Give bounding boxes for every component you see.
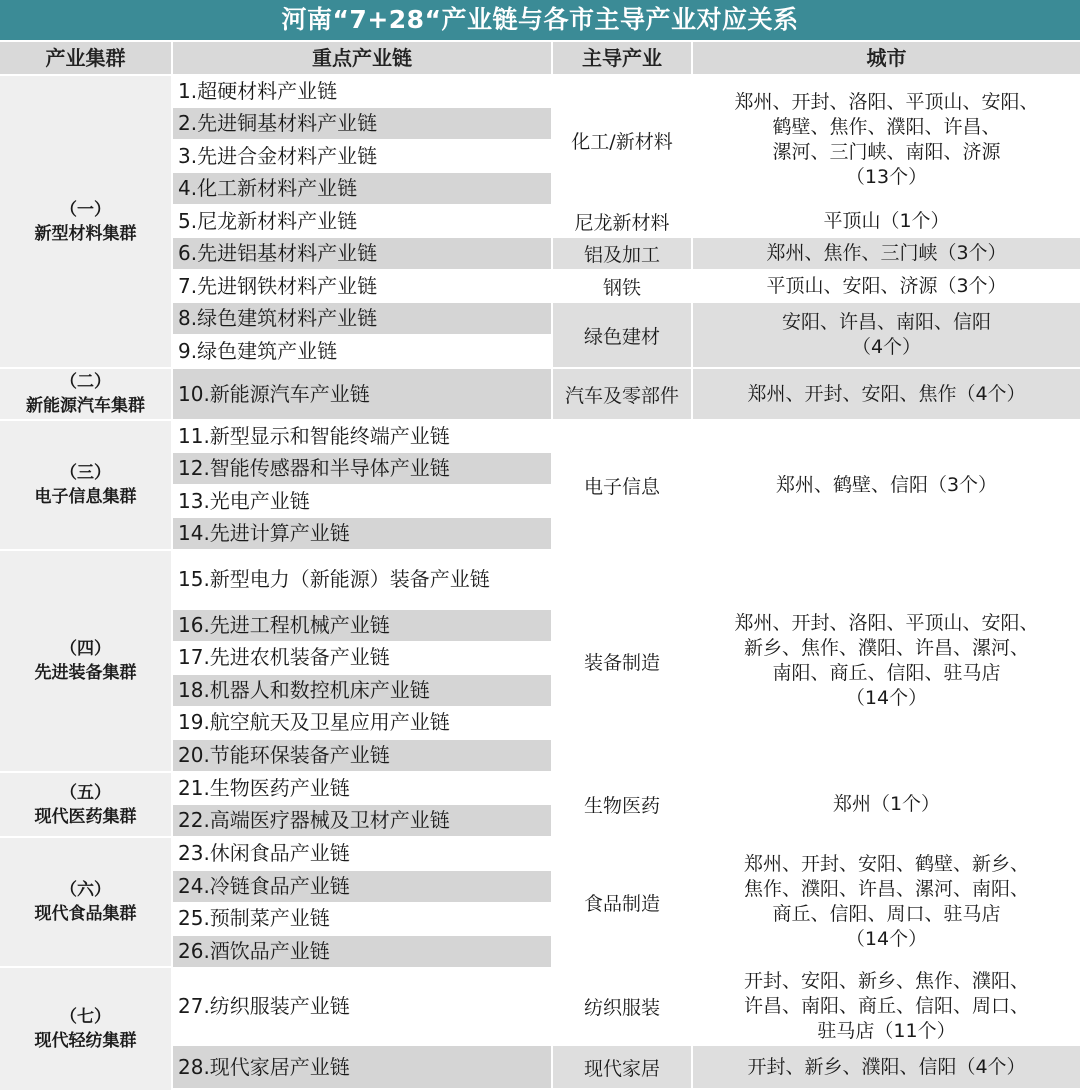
city-cell (693, 1046, 1080, 1088)
city-line: （14个） (845, 687, 928, 709)
cluster-name: 电子信息集群 (34, 487, 137, 507)
cluster-number: （七） (60, 1007, 111, 1027)
chain-row: 19.航空航天及卫星应用产业链 (173, 707, 551, 738)
city-line: 郑州、鹤壁、信阳（3个） (775, 473, 998, 496)
city-line: 商丘、信阳、周口、驻马店 (772, 903, 1001, 925)
industry-cell: 食品制造 (553, 838, 691, 966)
cluster-cell (0, 76, 171, 367)
chain-row: 11.新型显示和智能终端产业链 (173, 421, 551, 452)
chain-row: 21.生物医药产业链 (173, 773, 551, 804)
chain-row: 22.高端医疗器械及卫材产业链 (173, 805, 551, 836)
city-cell (693, 838, 1080, 966)
chain-row: 18.机器人和数控机床产业链 (173, 675, 551, 706)
city-cell (693, 76, 1080, 204)
city-cell (693, 206, 1080, 237)
chain-row: 25.预制菜产业链 (173, 903, 551, 934)
chain-row: 15.新型电力（新能源）装备产业链 (173, 551, 551, 608)
city-cell (693, 369, 1080, 419)
industry-cell: 汽车及零部件 (553, 369, 691, 419)
cluster-name: 现代医药集群 (34, 806, 137, 827)
chain-row: 12.智能传感器和半导体产业链 (173, 453, 551, 484)
chain-row: 9.绿色建筑产业链 (173, 336, 551, 367)
city-line: 许昌、南阳、商丘、信阳、周口、 (743, 994, 1029, 1017)
city-cell (693, 238, 1080, 269)
cluster-cell (0, 369, 171, 419)
cluster-cell (0, 551, 171, 771)
chain-row: 8.绿色建筑材料产业链 (173, 303, 551, 334)
cluster-name: 先进装备集群 (34, 663, 137, 683)
cluster-name: 现代轻纺集群 (34, 1031, 137, 1051)
industry-cell: 生物医药 (553, 773, 691, 836)
header-industry: 主导产业 (553, 42, 691, 74)
city-line: 安阳、许昌、南阳、信阳 (781, 311, 991, 333)
cluster-name: 新型材料集群 (34, 223, 137, 244)
chain-row: 2.先进铜基材料产业链 (173, 108, 551, 139)
cluster-name: 新能源汽车集群 (26, 396, 145, 416)
cluster-number: （二） (60, 372, 111, 392)
chain-row: 28.现代家居产业链 (173, 1046, 551, 1088)
cluster-number: （五） (60, 782, 111, 803)
industry-cell: 绿色建材 (553, 303, 691, 367)
city-line: （14个） (845, 928, 928, 950)
chain-row: 17.先进农机装备产业链 (173, 642, 551, 673)
industry-cell: 尼龙新材料 (553, 206, 691, 237)
city-line: 开封、安阳、新乡、焦作、濮阳、 (743, 969, 1029, 992)
cluster-cell (0, 773, 171, 836)
chain-row: 16.先进工程机械产业链 (173, 610, 551, 641)
chain-row: 24.冷链食品产业链 (173, 871, 551, 902)
cluster-number: （四） (60, 639, 111, 659)
chain-row: 5.尼龙新材料产业链 (173, 206, 551, 237)
industry-cell: 纺织服装 (553, 968, 691, 1044)
cluster-cell (0, 968, 171, 1090)
industry-cell: 电子信息 (553, 421, 691, 549)
city-cell (693, 968, 1080, 1044)
industry-cell: 钢铁 (553, 271, 691, 302)
page-title: 河南“7+28“产业链与各市主导产业对应关系 (0, 0, 1080, 40)
city-line: （13个） (845, 166, 928, 188)
chain-row: 23.休闲食品产业链 (173, 838, 551, 869)
chain-row: 27.纺织服装产业链 (173, 968, 551, 1044)
industry-cell: 装备制造 (553, 551, 691, 771)
header-chain: 重点产业链 (173, 42, 551, 74)
chain-row: 7.先进钢铁材料产业链 (173, 271, 551, 302)
chain-row: 13.光电产业链 (173, 486, 551, 517)
chain-row: 1.超硬材料产业链 (173, 76, 551, 107)
city-line: 漯河、三门峡、南阳、济源 (772, 141, 1001, 163)
city-cell (693, 421, 1080, 549)
chain-row: 14.先进计算产业链 (173, 518, 551, 549)
industry-cell: 现代家居 (553, 1046, 691, 1088)
city-line: 新乡、焦作、濮阳、许昌、漯河、 (743, 637, 1029, 659)
chain-row: 20.节能环保装备产业链 (173, 740, 551, 771)
cluster-number: （一） (60, 199, 111, 220)
industry-cell: 铝及加工 (553, 238, 691, 269)
cluster-cell (0, 838, 171, 966)
city-line: 开封、新乡、濮阳、信阳（4个） (747, 1055, 1026, 1078)
city-line: 郑州、开封、安阳、焦作（4个） (747, 382, 1026, 405)
city-cell (693, 551, 1080, 771)
city-line: （4个） (851, 336, 922, 358)
chain-row: 4.化工新材料产业链 (173, 173, 551, 204)
city-line: 平顶山、安阳、济源（3个） (766, 275, 1007, 297)
cluster-number: （六） (60, 880, 111, 900)
city-cell (693, 303, 1080, 367)
chain-row: 26.酒饮品产业链 (173, 936, 551, 967)
city-cell (693, 773, 1080, 836)
city-line: 平顶山（1个） (823, 210, 950, 232)
cluster-cell (0, 421, 171, 549)
city-line: 郑州、开封、安阳、鹤壁、新乡、 (743, 853, 1029, 875)
city-line: 郑州、开封、洛阳、平顶山、安阳、 (734, 91, 1039, 113)
city-line: 驻马店（11个） (817, 1019, 956, 1042)
city-line: 郑州、焦作、三门峡（3个） (766, 242, 1007, 264)
chain-row: 6.先进铝基材料产业链 (173, 238, 551, 269)
city-line: 南阳、商丘、信阳、驻马店 (772, 662, 1001, 684)
header-cluster: 产业集群 (0, 42, 171, 74)
city-line: 郑州（1个） (832, 793, 941, 815)
city-line: 焦作、濮阳、许昌、漯河、南阳、 (743, 878, 1029, 900)
chain-row: 10.新能源汽车产业链 (173, 369, 551, 419)
cluster-name: 现代食品集群 (34, 904, 137, 924)
city-cell (693, 271, 1080, 302)
cluster-number: （三） (60, 463, 111, 483)
city-line: 鹤壁、焦作、濮阳、许昌、 (772, 116, 1001, 138)
header-city: 城市 (693, 42, 1080, 74)
chain-row: 3.先进合金材料产业链 (173, 141, 551, 172)
city-line: 郑州、开封、洛阳、平顶山、安阳、 (734, 612, 1039, 634)
industry-cell: 化工/新材料 (553, 76, 691, 204)
